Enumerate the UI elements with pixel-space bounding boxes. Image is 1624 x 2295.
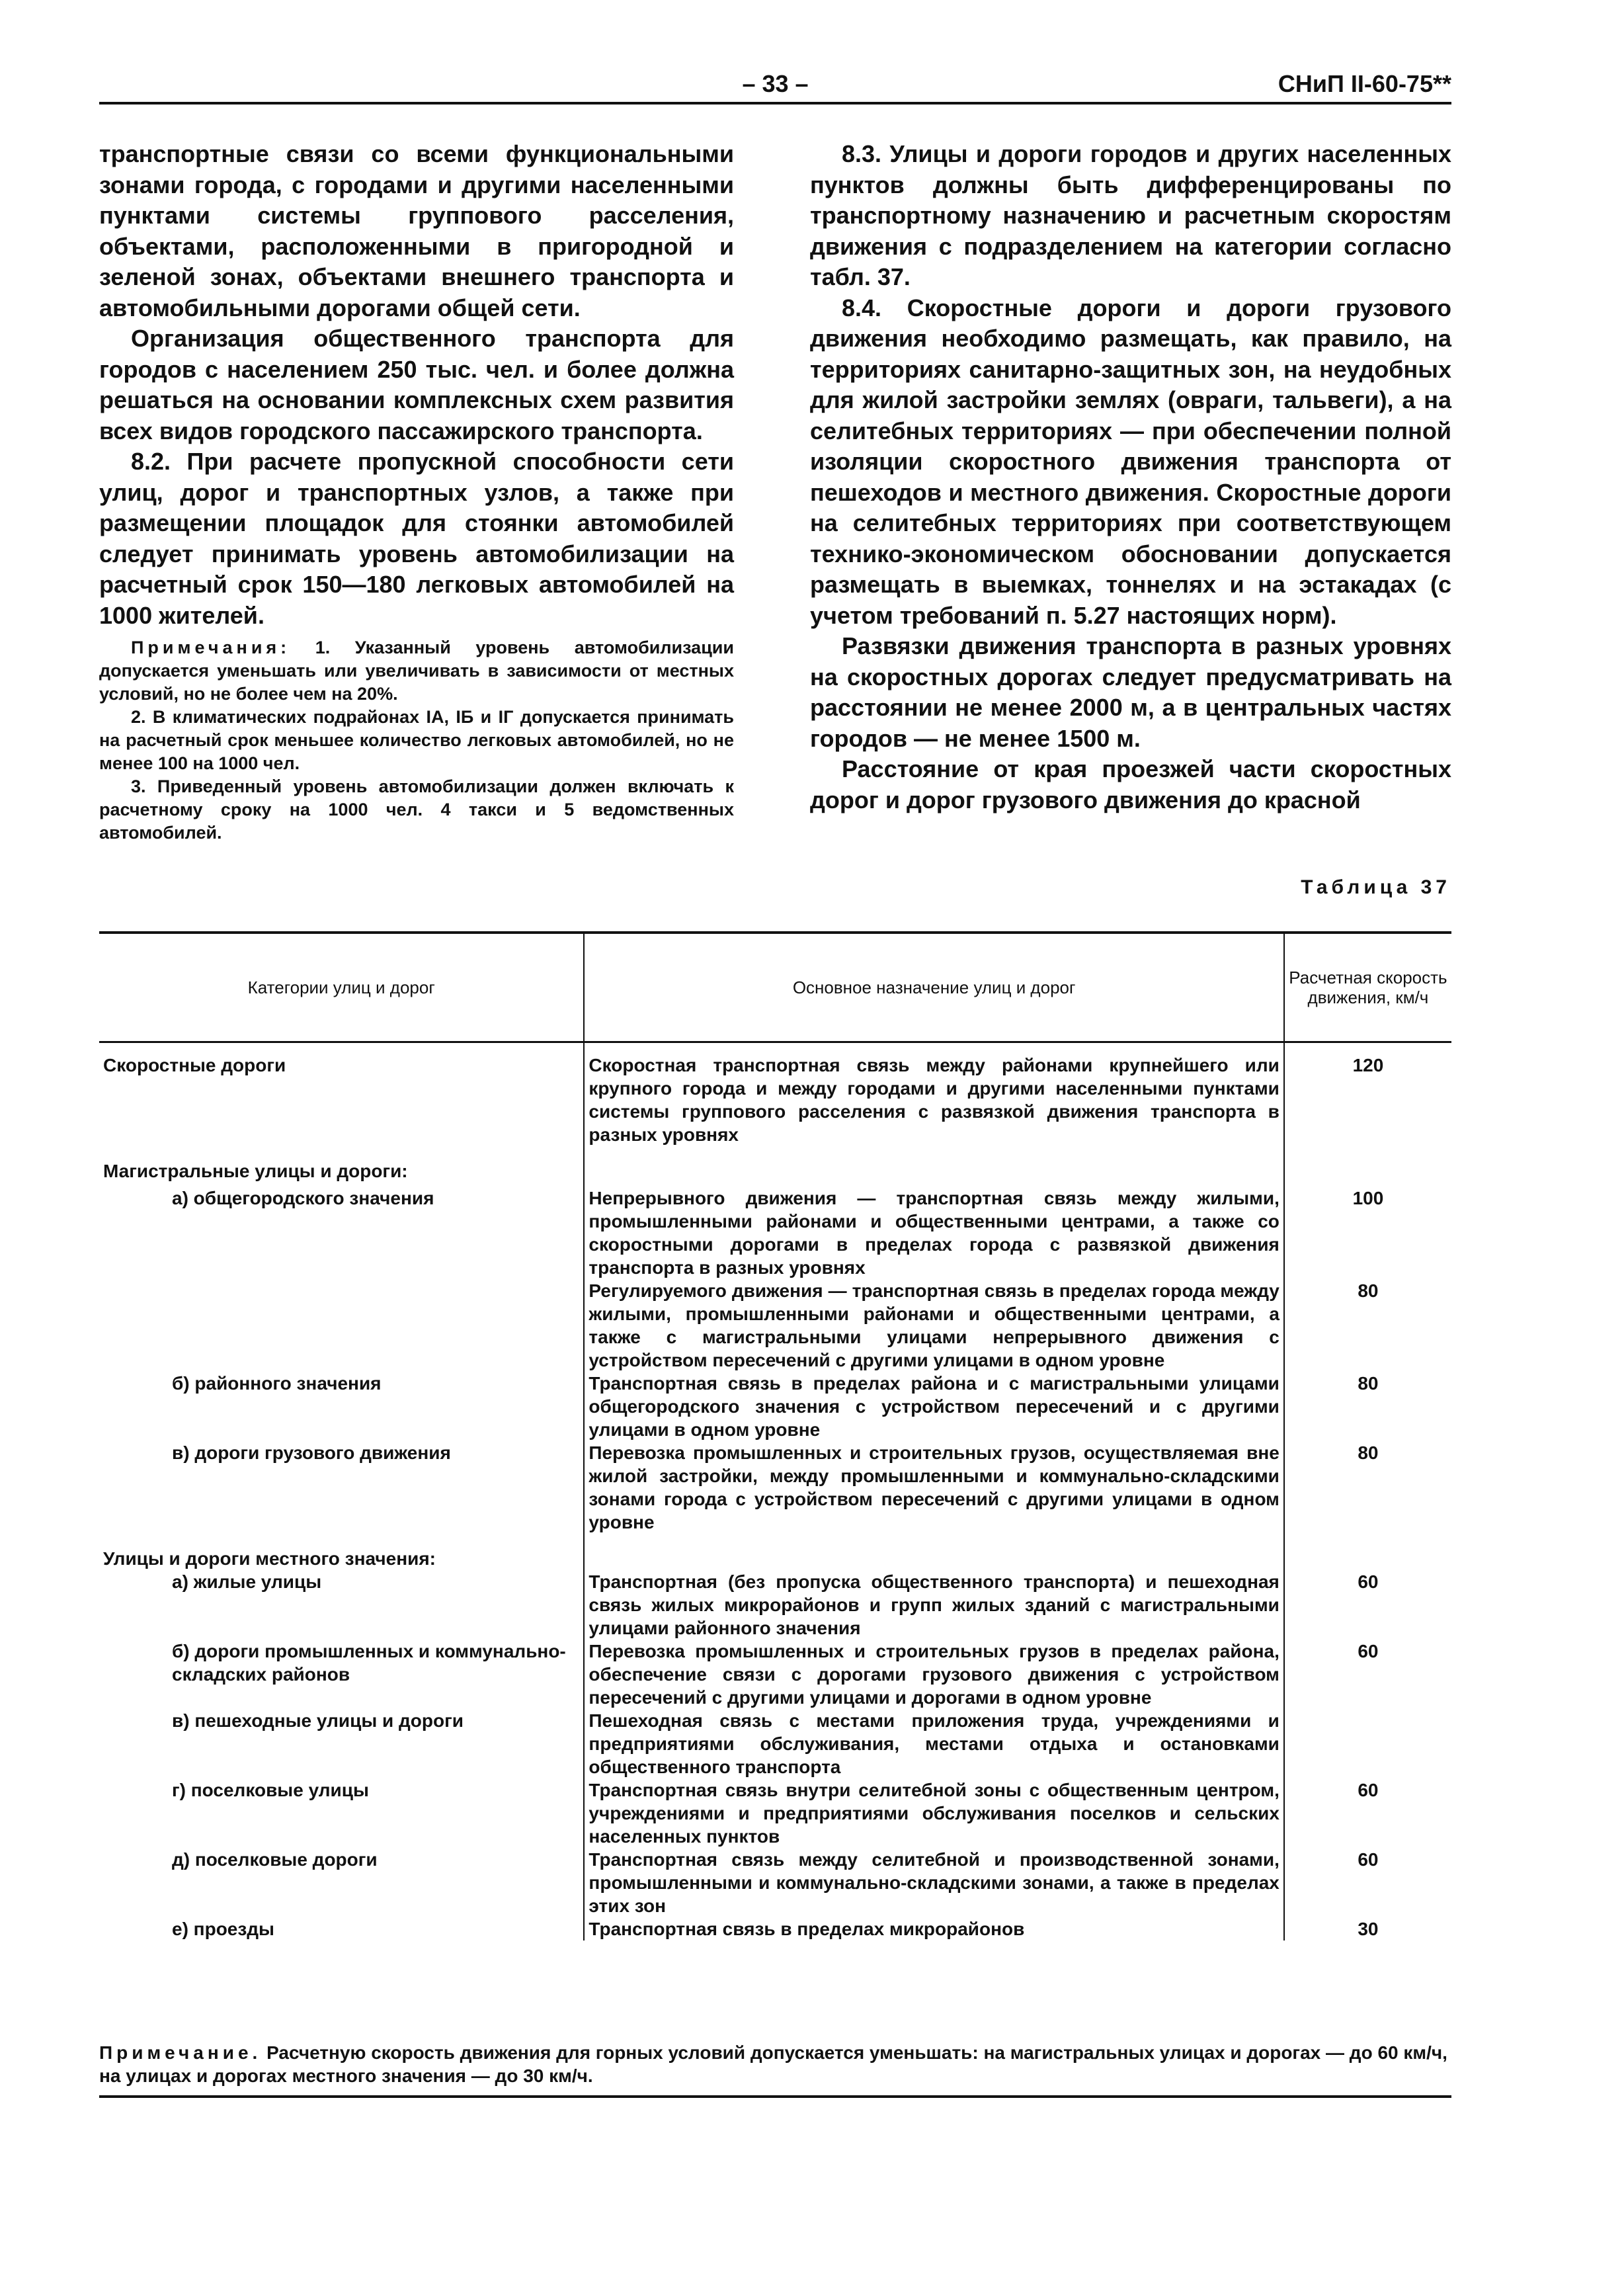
purpose-cell: Транспортная связь внутри селитебной зоны с общественным центром, учреждениями и предприятиями обслуживания поселков и сельских населенных пунктов — [584, 1778, 1283, 1848]
table-row — [99, 1640, 1451, 1709]
category-cell: г) поселковые улицы — [99, 1778, 584, 1848]
category-cell: а) жилые улицы — [99, 1570, 584, 1640]
speed-cell — [1284, 1534, 1451, 1570]
table-row — [99, 1848, 1451, 1917]
purpose-cell — [584, 1534, 1283, 1570]
purpose-cell: Транспортная связь в пределах района и с магистральными улицами общегородского значения с устройством пересечений и с другими улицами в одном уровне — [584, 1372, 1283, 1441]
table-row — [99, 1570, 1451, 1640]
purpose-cell: Перевозка промышленных и строительных грузов, осуществляемая вне жилой застройки, между промышленными и коммунально-складскими зонами города с устройством пересечений с другими улицами в одном уровне — [584, 1441, 1283, 1534]
paragraph: Развязки движения транспорта в разных уровнях на скоростных дорогах следует предусматривать на расстоянии не менее 2000 м, а в центральных частях городов — не менее 1500 м. — [810, 632, 1451, 752]
purpose-cell: Транспортная (без пропуска общественного транспорта) и пешеходная связь жилых микрорайонов и групп жилых зданий с магистральными улицами районного значения — [584, 1570, 1283, 1640]
table-note-text: Расчетную скорость движения для горных условий допускается уменьшать: на магистральных улицах и дорогах — до 60 км/ч, на улицах и дорогах местного значения — до 30 км/ч. — [99, 2042, 1447, 2086]
speed-cell: 60 — [1358, 1780, 1379, 1800]
table-row — [99, 1534, 1451, 1570]
category-cell: б) районного значения — [99, 1372, 584, 1441]
speed-cell: 120 — [1352, 1055, 1384, 1075]
table-caption: Таблица 37 — [1301, 876, 1451, 898]
speed-cell: 80 — [1358, 1280, 1379, 1301]
category-cell: в) пешеходные улицы и дороги — [99, 1709, 584, 1778]
category-cell: д) поселковые дороги — [99, 1848, 584, 1917]
purpose-cell: Скоростная транспортная связь между районами крупнейшего или крупного города и между городами и другими населенными пунктами системы группового расселения с развязкой движения транспорта в разных уровнях — [584, 1042, 1283, 1147]
notes-block — [99, 636, 734, 845]
table — [99, 934, 1451, 1940]
table-body — [99, 1042, 1451, 1941]
speed-cell: 30 — [1358, 1919, 1379, 1939]
table-row — [99, 1709, 1451, 1778]
table-row — [99, 1778, 1451, 1848]
purpose-cell: Регулируемого движения — транспортная связь в пределах города между жилыми, промышленными районами и общественными центрами, а также с магистральными улицами непрерывного движения с устройством пересечений с другими улицами в одном уровне — [584, 1279, 1283, 1372]
paragraph: Расстояние от края проезжей части скоростных дорог и дорог грузового движения до красной — [810, 755, 1451, 814]
left-column — [99, 139, 734, 845]
speed-cell: 60 — [1358, 1849, 1379, 1870]
category-cell: а) общегородского значения — [99, 1183, 584, 1279]
table-note — [99, 2041, 1451, 2087]
note-item: 3. Приведенный уровень автомобилизации должен включать к расчетному сроку на 1000 чел. 4 такси и 5 ведомственных автомобилей. — [99, 776, 734, 843]
column-header: Расчетная скорость движения, км/ч — [1284, 934, 1451, 1042]
purpose-cell: Транспортная связь в пределах микрорайонов — [584, 1917, 1283, 1940]
speed-cell: 100 — [1352, 1188, 1384, 1208]
speed-cell: 60 — [1358, 1571, 1379, 1592]
column-header: Основное назначение улиц и дорог — [584, 934, 1283, 1042]
speed-cell — [1284, 1146, 1451, 1183]
purpose-cell: Перевозка промышленных и строительных грузов в пределах района, обеспечение связи с дорогами грузового движения с устройством пересечений с другими улицами и дорогами в одном уровне — [584, 1640, 1283, 1709]
table-header-row — [99, 934, 1451, 1042]
purpose-cell: Транспортная связь между селитебной и производственной зонами, промышленными и коммунально-складскими зонами, а также в пределах этих зон — [584, 1848, 1283, 1917]
paragraph: 8.2. При расчете пропускной способности сети улиц, дорог и транспортных узлов, а также при размещении площадок для стоянки автомобилей следует принимать уровень автомобилизации на расчетный срок 150—180 легковых автомобилей на 1000 жителей. — [99, 448, 734, 629]
page-number: – 33 – — [742, 70, 809, 97]
purpose-cell — [584, 1146, 1283, 1183]
column-header: Категории улиц и дорог — [99, 934, 584, 1042]
table-row — [99, 1917, 1451, 1940]
category-cell — [99, 1279, 584, 1372]
paragraph: Организация общественного транспорта для городов с населением 250 тыс. чел. и более должна решаться на основании комплексных схем развития всех видов городского пассажирского транспорта. — [99, 325, 734, 444]
purpose-cell: Пешеходная связь с местами приложения труда, учреждениями и предприятиями обслуживания, местами отдыха и остановками общественного транспорта — [584, 1709, 1283, 1778]
purpose-cell: Непрерывного движения — транспортная связь между жилыми, промышленными районами и общественными центрами, а также со скоростными дорогами в пределах города с развязкой движения транспорта в разных уровнях — [584, 1183, 1283, 1279]
table-row — [99, 1183, 1451, 1279]
table-row — [99, 1441, 1451, 1534]
paragraph: 8.4. Скоростные дороги и дороги грузового движения необходимо размещать, как правило, на территориях санитарно-защитных зон, на неудобных для жилой застройки землях (овраги, тальвеги), а на селитебных территориях — при обеспечении полной изоляции скоростного движения транспорта от пешеходов и местного движения. Скоростные дороги на селитебных территориях при соответствующем технико-экономическом обосновании допускается размещать в выемках, тоннелях и на эстакадах (с учетом требований п. 5.27 настоящих норм). — [810, 294, 1451, 629]
category-cell: б) дороги промышленных и коммунально-складских районов — [99, 1640, 584, 1709]
table-note-label: Примечание. — [99, 2042, 262, 2063]
document-code: СНиП II-60-75** — [1278, 70, 1451, 97]
header-rule — [99, 102, 1451, 104]
paragraph: транспортные связи со всеми функциональными зонами города, с городами и другими населенными пунктами системы группового расселения, объектами, расположенными в пригородной и зеленой зонах, объектами внешнего транспорта и автомобильными дорогами общей сети. — [99, 140, 734, 321]
table-row — [99, 1279, 1451, 1372]
category-cell: Улицы и дороги местного значения: — [99, 1534, 584, 1570]
table-row — [99, 1146, 1451, 1183]
speed-cell — [1284, 1709, 1451, 1778]
speed-cell: 60 — [1358, 1641, 1379, 1661]
speed-cell: 80 — [1358, 1373, 1379, 1394]
table-bottom-rule — [99, 2095, 1451, 2098]
paragraph: 8.3. Улицы и дороги городов и других населенных пунктов должны быть дифференцированы по транспортному назначению и расчетным скоростям движения с подразделением на категории согласно табл. 37. — [810, 140, 1451, 290]
notes-label: Примечания: — [131, 638, 291, 657]
note-item: 1. Указанный уровень автомобилизации допускается уменьшать или увеличивать в зависимости от местных условий, но не более чем на 20%. — [99, 638, 734, 704]
page-header — [99, 66, 1451, 106]
speed-cell: 80 — [1358, 1442, 1379, 1463]
category-cell: в) дороги грузового движения — [99, 1441, 584, 1534]
right-column — [810, 139, 1451, 815]
table-row — [99, 1372, 1451, 1441]
category-cell: е) проезды — [99, 1917, 584, 1940]
table-row — [99, 1042, 1451, 1147]
category-cell: Магистральные улицы и дороги: — [99, 1146, 584, 1183]
category-cell: Скоростные дороги — [99, 1042, 584, 1147]
note-item: 2. В климатических подрайонах IА, IБ и IГ допускается принимать на расчетный срок меньшее количество легковых автомобилей, но не менее 100 на 1000 чел. — [99, 707, 734, 773]
